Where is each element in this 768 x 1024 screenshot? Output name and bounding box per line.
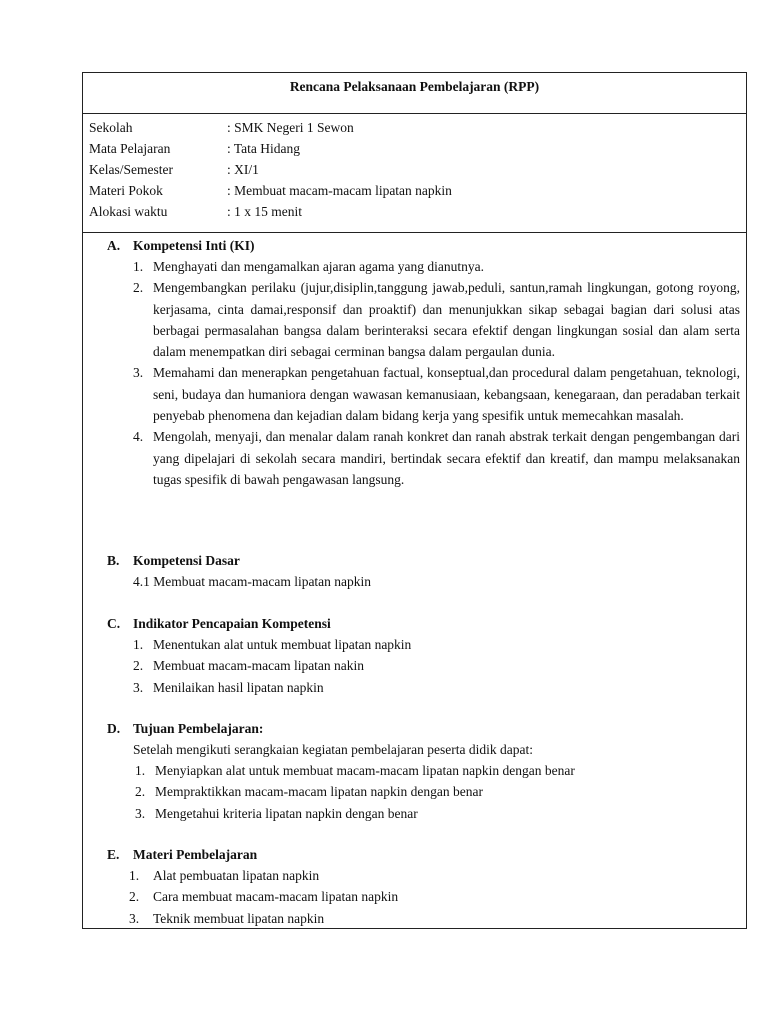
item-text: Alat pembuatan lipatan napkin [153, 868, 320, 883]
item-text: Menghayati dan mengamalkan ajaran agama yang dianutnya. [153, 259, 484, 274]
section-heading: Kompetensi Inti (KI) [133, 238, 255, 253]
document-title: Rencana Pelaksanaan Pembelajaran (RPP) [289, 79, 540, 94]
item-number: 3. [133, 679, 144, 695]
section-heading: Tujuan Pembelajaran: [133, 721, 264, 736]
list-item [135, 803, 740, 824]
section-letter: A. [107, 238, 121, 253]
item-text: Mengembangkan perilaku (jujur,disiplin,tanggung jawab,peduli, santun,ramah lingkungan, gotong royong, kerjasama, cinta damai,responsif dan proaktif) dan menunjukkan sikap sebagai bagian dari solusi atas berbagai permasalahan bangsa dalam berinteraksi secara efektif dengan lingkungan sosial dan alam serta dalam menempatkan diri sebagai cerminan bangsa dalam pergaulan dunia. [153, 280, 740, 360]
section-heading: Kompetensi Dasar [133, 553, 240, 568]
info-label: Mata Pelajaran [89, 141, 171, 156]
info-label: Kelas/Semester [89, 162, 173, 177]
section-tujuan [107, 718, 740, 824]
item-text: Mengolah, menyaji, dan menalar dalam ranah konkret dan ranah abstrak terkait dengan pengembangan dari yang dipelajari di sekolah secara mandiri, bertindak secara efektif dan kreatif, dan mampu melaksanakan tugas spesifik di bawah pengawasan langsung. [153, 429, 740, 487]
item-number: 3. [129, 910, 140, 926]
section-materi [107, 844, 740, 929]
item-text: Menilaikan hasil lipatan napkin [153, 679, 324, 695]
item-number: 4. [133, 429, 144, 445]
item-number: 2. [133, 658, 144, 674]
section-letter: D. [107, 721, 121, 736]
list-item [135, 760, 740, 781]
item-number: 3. [135, 805, 146, 821]
info-row-materi [89, 180, 452, 201]
list-item [135, 781, 740, 802]
section-heading: Indikator Pencapaian Kompetensi [133, 616, 331, 631]
list-item [133, 277, 740, 362]
info-row-kelas [89, 159, 452, 180]
info-table [89, 117, 452, 222]
list-item [129, 865, 740, 886]
list-item [133, 677, 740, 698]
item-text: Memahami dan menerapkan pengetahuan factual, konseptual,dan procedural dalam pengetahuan, teknologi, seni, budaya dan humaniora dengan wawasan kemanusiaan, kebangsaan, kenegaraan, dan peradaban terkait penyebab phenomena dan kejadian dalam bidang kerja yang spesifik untuk memecahkan masalah. [153, 365, 740, 424]
info-value: : Tata Hidang [227, 141, 301, 156]
item-number: 1. [135, 763, 146, 778]
section-kompetensi-dasar [107, 550, 740, 592]
item-number: 1. [133, 259, 144, 274]
item-text: Menyiapkan alat untuk membuat macam-macam lipatan napkin dengan benar [155, 763, 575, 778]
item-number: 2. [129, 889, 140, 905]
item-text: Teknik membuat lipatan napkin [153, 910, 325, 926]
list-item [133, 362, 740, 426]
info-label: Sekolah [89, 120, 133, 135]
list-item [133, 426, 740, 490]
section-letter: E. [107, 847, 120, 862]
list-item [133, 256, 740, 277]
info-row-sekolah [89, 117, 452, 138]
info-row-alokasi [89, 201, 452, 222]
list-item [133, 655, 740, 676]
item-number: 3. [133, 365, 144, 381]
info-value: : Membuat macam-macam lipatan napkin [227, 183, 452, 198]
rpp-document-box [82, 72, 747, 929]
info-label: Materi Pokok [89, 183, 163, 198]
section-kompetensi-inti [107, 235, 740, 490]
divider [83, 232, 746, 233]
list-item [129, 886, 740, 907]
item-number: 1. [133, 637, 144, 652]
section-heading: Materi Pembelajaran [133, 847, 258, 862]
item-text: Mempraktikkan macam-macam lipatan napkin dengan benar [155, 784, 483, 800]
info-label: Alokasi waktu [89, 204, 168, 219]
list-item [133, 634, 740, 655]
info-row-mata-pelajaran [89, 138, 452, 159]
info-value: : XI/1 [227, 162, 259, 177]
item-text: Mengetahui kriteria lipatan napkin dengan benar [155, 805, 418, 821]
section-indikator [107, 613, 740, 698]
item-text: Menentukan alat untuk membuat lipatan napkin [153, 637, 412, 652]
tujuan-intro: Setelah mengikuti serangkaian kegiatan pembelajaran peserta didik dapat: [133, 742, 533, 757]
section-letter: C. [107, 616, 121, 631]
divider [83, 113, 746, 114]
item-text: Membuat macam-macam lipatan nakin [153, 658, 365, 674]
section-letter: B. [107, 553, 120, 568]
item-number: 2. [135, 784, 146, 800]
item-number: 1. [129, 868, 140, 883]
info-value: : 1 x 15 menit [227, 204, 302, 219]
item-number: 2. [133, 280, 144, 296]
info-value: : SMK Negeri 1 Sewon [227, 120, 354, 135]
item-text: Cara membuat macam-macam lipatan napkin [153, 889, 399, 905]
kd-text: 4.1 Membuat macam-macam lipatan napkin [133, 574, 372, 589]
list-item [129, 908, 740, 929]
